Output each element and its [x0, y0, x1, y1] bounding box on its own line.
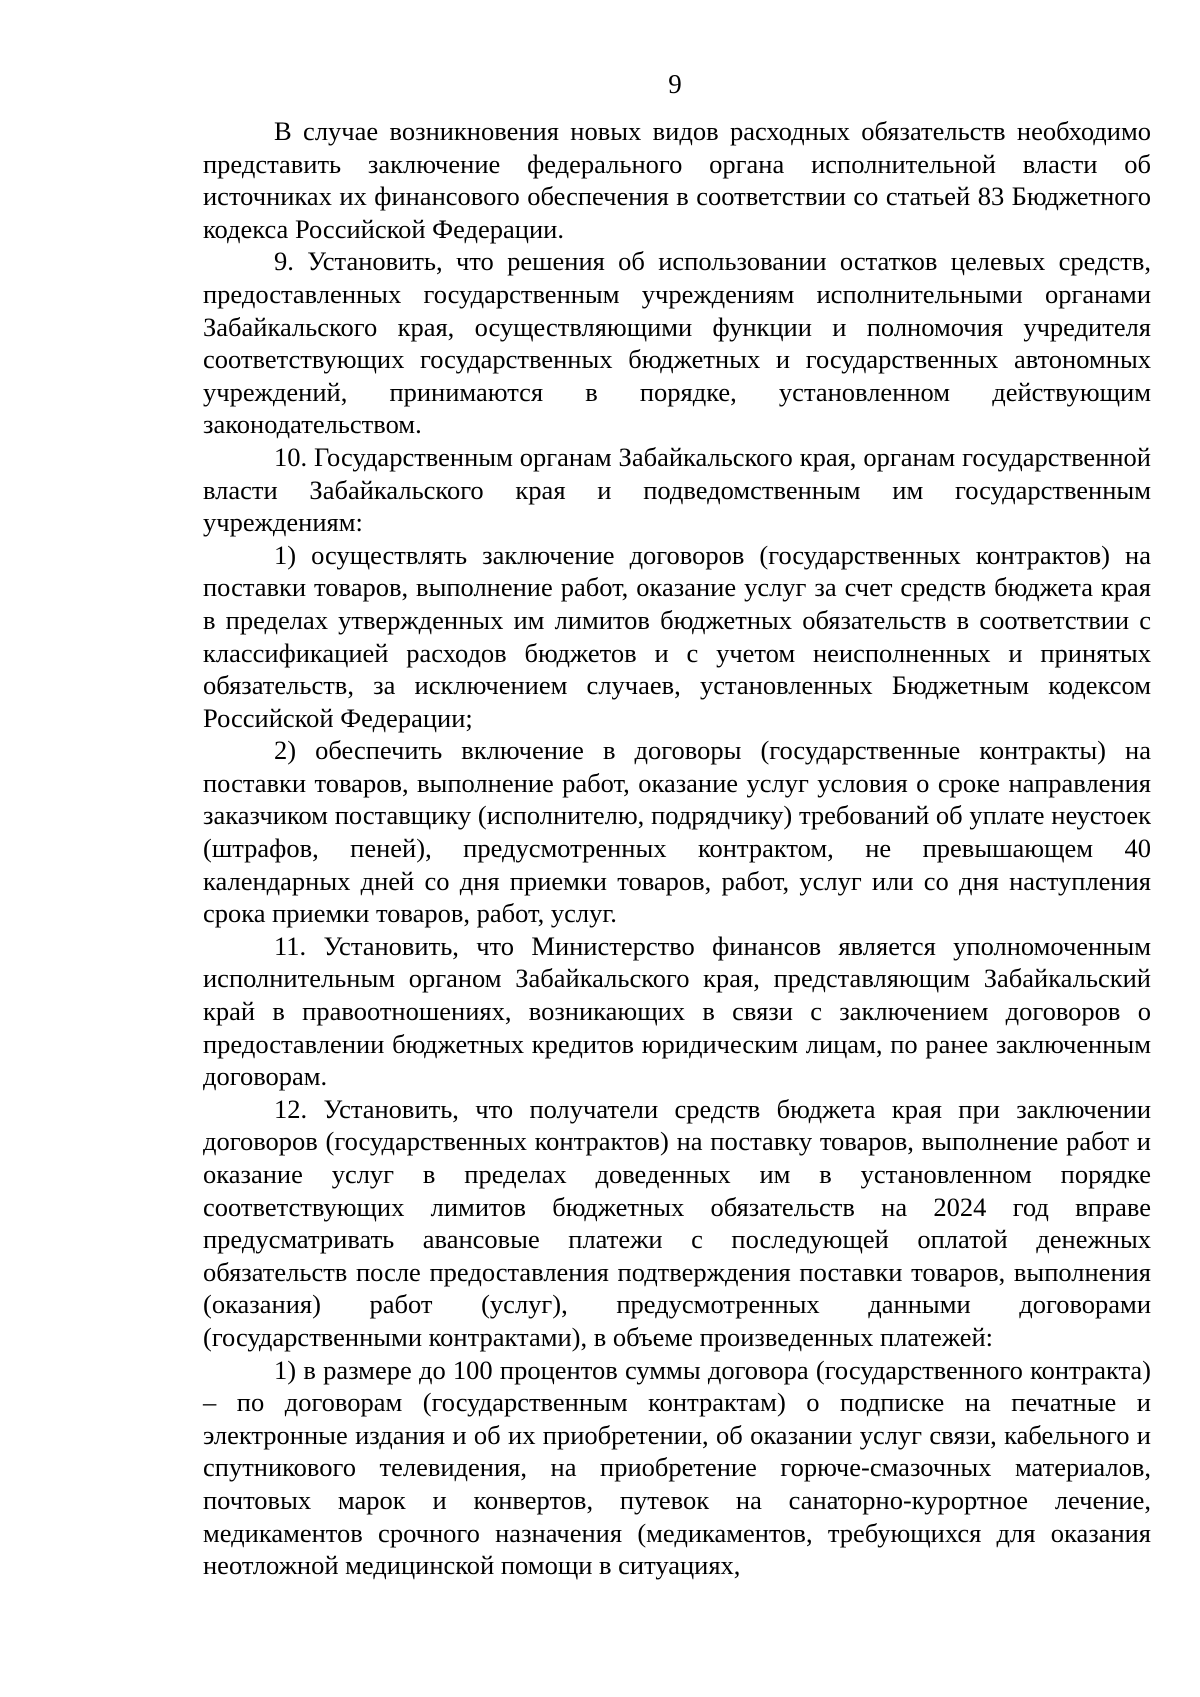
paragraph-9-residual-funds: 9. Установить, что решения об использовании остатков целевых средств, предоставленных государственным учреждениям исполнительными органами Забайкальского края, осуществляющими функции и полномочия учредителя соответствующих государственных бюджетных и государственных автономных учреждений, принимаются в порядке, установленном действующим законодательством. [203, 246, 1151, 440]
page-number: 9 [668, 69, 682, 99]
paragraph-11-ministry-of-finance: 11. Установить, что Министерство финансов является уполномоченным исполнительным органом Забайкальского края, представляющим Забайкальский край в правоотношениях, возникающих в связи с заключением договоров о предоставлении бюджетных кредитов юридическим лицам, по ранее заключенным договорам. [203, 930, 1151, 1092]
paragraph-10-state-bodies: 10. Государственным органам Забайкальского края, органам государственной власти Забайкальского края и подведомственным им государственным учреждениям: [203, 441, 1151, 538]
paragraph-new-obligations: В случае возникновения новых видов расходных обязательств необходимо представить заключение федерального органа исполнительной власти об источниках их финансового обеспечения в соответствии со статьей 83 Бюджетного кодекса Российской Федерации. [203, 116, 1151, 244]
paragraph-12-item-1: 1) в размере до 100 процентов суммы договора (государственного контракта) – по договорам (государственным контрактам) о подписке на печатные и электронные издания и об их приобретении, об оказании услуг связи, кабельного и спутникового телевидения, на приобретение горюче-смазочных материалов, почтовых марок и конвертов, путевок на санаторно-курортное лечение, медикаментов срочного назначения (медикаментов, требующихся для оказания неотложной медицинской помощи в ситуациях, [203, 1354, 1151, 1581]
paragraph-12-advance-payments: 12. Установить, что получатели средств бюджета края при заключении договоров (государственных контрактов) на поставку товаров, выполнение работ и оказание услуг в пределах доведенных им в установленном порядке соответствующих лимитов бюджетных обязательств на 2024 год вправе предусматривать авансовые платежи с последующей оплатой денежных обязательств после предоставления подтверждения поставки товаров, выполнения (оказания) работ (услуг), предусмотренных данными договорами (государственными контрактами), в объеме произведенных платежей: [203, 1093, 1151, 1352]
document-body [203, 115, 1151, 1582]
paragraph-10-item-2: 2) обеспечить включение в договоры (государственные контракты) на поставки товаров, выполнение работ, оказание услуг условия о сроке направления заказчиком поставщику (исполнителю, подрядчику) требований об уплате неустоек (штрафов, пеней), предусмотренных контрактом, не превышающем 40 календарных дней со дня приемки товаров, работ, услуг или со дня наступления срока приемки товаров, работ, услуг. [203, 735, 1151, 929]
paragraph-10-item-1: 1) осуществлять заключение договоров (государственных контрактов) на поставки товаров, выполнение работ, оказание услуг за счет средств бюджета края в пределах утвержденных им лимитов бюджетных обязательств в соответствии с классификацией расходов бюджетов и с учетом неисполненных и принятых обязательств, за исключением случаев, установленных Бюджетным кодексом Российской Федерации; [203, 539, 1151, 733]
